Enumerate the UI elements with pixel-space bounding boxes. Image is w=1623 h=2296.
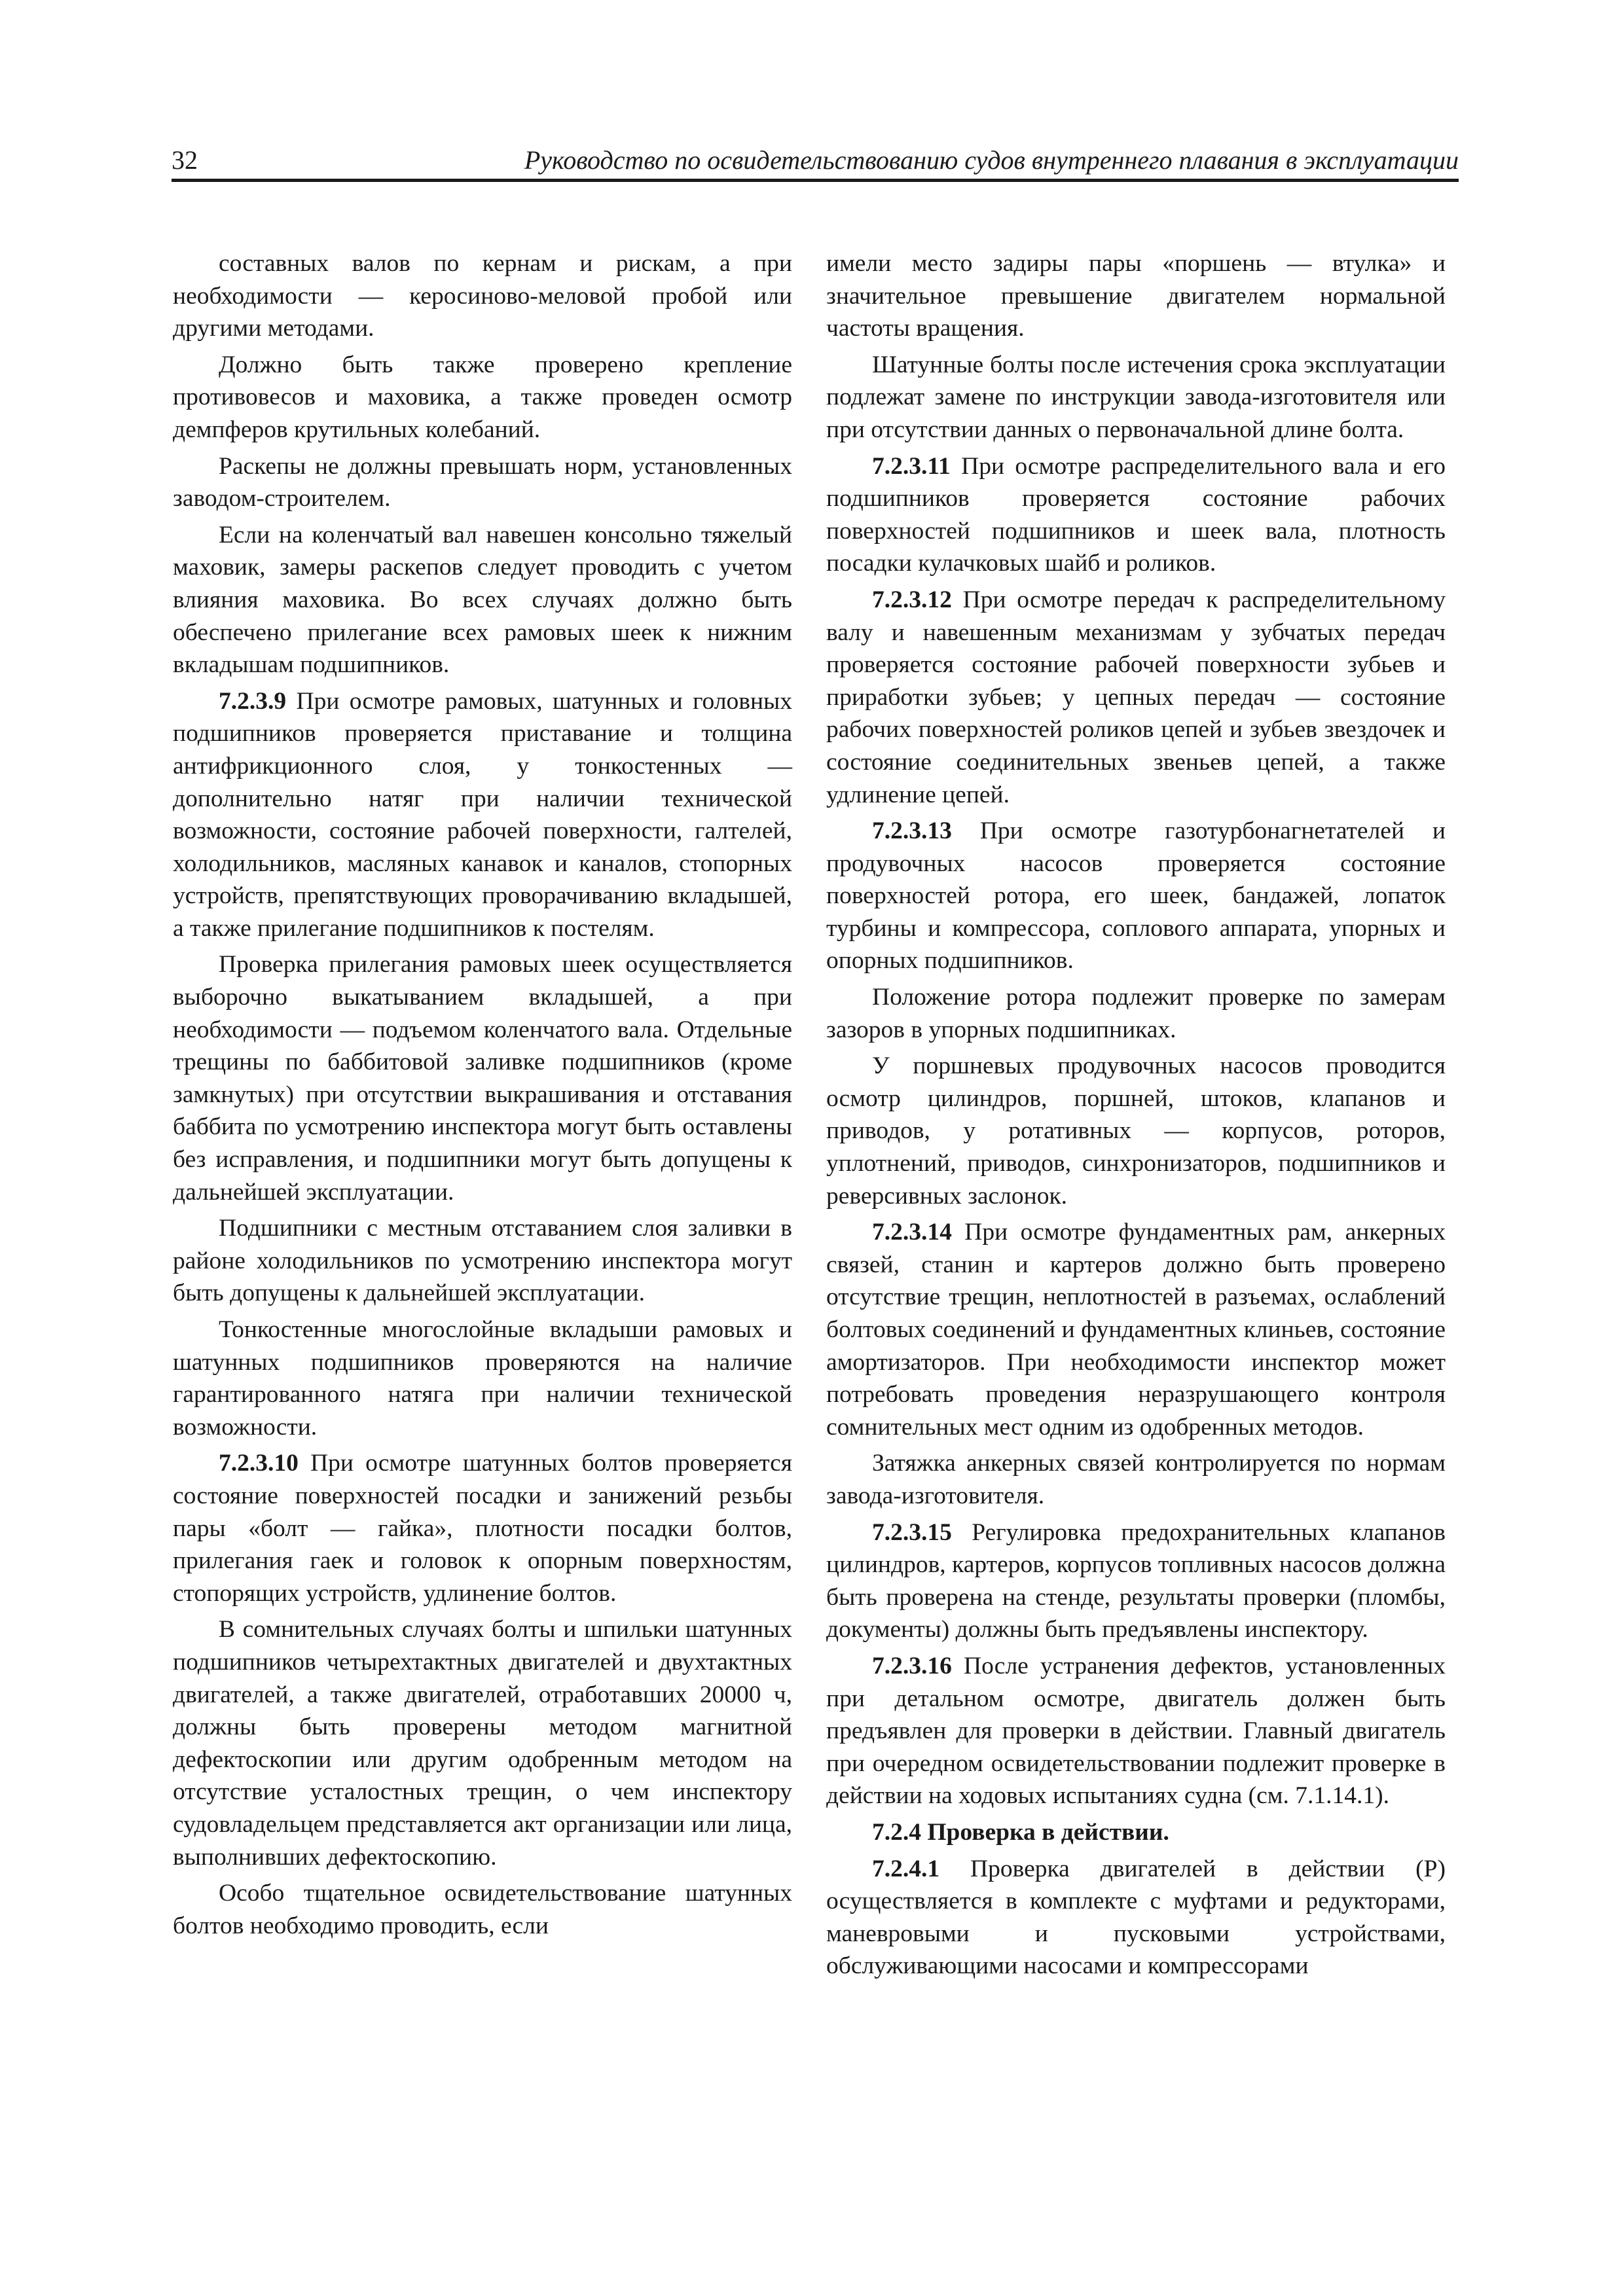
paragraph-text: При осмотре распределительного вала и его подшипников проверяется состояние рабочих поверхностей подшипников и шеек вала, плотность посадки кулачковых шайб и роликов. <box>826 452 1446 577</box>
paragraph-text: Должно быть также проверено крепление противовесов и маховика, а также проведен осмотр демпферов крутильных колебаний. <box>173 351 792 443</box>
clause-number: 7.2.3.12 <box>872 586 952 613</box>
paragraph-text: При осмотре фундаментных рам, анкерных связей, станин и картеров должно быть проверено отсутствие трещин, неплотностей в разъемах, ослаблений болтовых соединений и фундаментных клиньев, состояние амортизаторов. При необходимости инспектор может потребовать проведения неразрушающего контроля сомнительных мест одним из одобренных методов. <box>826 1219 1446 1441</box>
paragraph <box>826 1216 1446 1443</box>
paragraph <box>173 685 792 945</box>
paragraph-text: У поршневых продувочных насосов проводится осмотр цилиндров, поршней, штоков, клапанов и приводов, у ротативных — корпусов, роторов, уплотнений, приводов, синхронизаторов, подшипников и реверсивных заслонок. <box>826 1052 1446 1210</box>
paragraph-text: Положение ротора подлежит проверке по замерам зазоров в упорных подшипниках. <box>826 984 1446 1043</box>
paragraph-text: Если на коленчатый вал навешен консольно тяжелый маховик, замеры раскепов следует проводить с учетом влияния маховика. Во всех случаях должно быть обеспечено прилегание всех рамовых шеек к нижним вкладышам подшипников. <box>173 521 792 679</box>
paragraph <box>173 1212 792 1310</box>
right-column <box>826 247 1446 1982</box>
paragraph <box>173 450 792 515</box>
clause-number: 7.2.3.9 <box>219 687 287 715</box>
section-heading: 7.2.4 Проверка в действии. <box>872 1818 1169 1846</box>
paragraph-text: После устранения дефектов, установленных при детальном осмотре, двигатель должен быть предъявлен для проверки в действии. Главный двигатель при очередном освидетельствовании подлежит проверке в действии на ходовых испытаниях судна (см. 7.1.14.1). <box>826 1652 1446 1810</box>
paragraph-text: Регулировка предохранительных клапанов цилиндров, картеров, корпусов топливных насосов должна быть проверена на стенде, результаты проверки (пломбы, документы) должны быть предъявлены инспектору. <box>826 1518 1446 1643</box>
paragraph <box>826 815 1446 977</box>
clause-number: 7.2.3.11 <box>872 452 951 480</box>
paragraph-text: Раскепы не должны превышать норм, установленных заводом-строителем. <box>173 452 792 512</box>
paragraph <box>173 1447 792 1609</box>
paragraph-text: При осмотре шатунных болтов проверяется состояние поверхностей посадки и занижений резьбы пары «болт — гайка», плотности посадки болтов, прилегания гаек и головок к опорным поверхностям, стопорящих устройств, удлинение болтов. <box>173 1450 792 1607</box>
paragraph <box>826 981 1446 1046</box>
paragraph <box>826 1516 1446 1646</box>
paragraph <box>173 1877 792 1942</box>
clause-number: 7.2.3.15 <box>872 1518 952 1546</box>
left-column <box>173 247 792 1942</box>
paragraph <box>173 948 792 1208</box>
page-number: 32 <box>172 145 198 175</box>
paragraph-text: Тонкостенные многослойные вкладыши рамовых и шатунных подшипников проверяются на наличие гарантированного натяга при наличии технической возможности. <box>173 1316 792 1441</box>
paragraph <box>826 349 1446 446</box>
paragraph <box>173 1314 792 1443</box>
paragraph <box>173 519 792 681</box>
paragraph-text: Проверка двигателей в действии (Р) осуществляется в комплекте с муфтами и редукторами, маневровыми и пусковыми устройствами, обслуживающими насосами и компрессорами <box>826 1855 1446 1980</box>
paragraph <box>826 584 1446 811</box>
paragraph <box>826 1650 1446 1812</box>
header-rule <box>172 179 1459 182</box>
paragraph-text: Шатунные болты после истечения срока эксплуатации подлежат замене по инструкции завода-изготовителя или при отсутствии данных о первоначальной длине болта. <box>826 351 1446 443</box>
clause-number: 7.2.3.14 <box>872 1219 952 1246</box>
clause-number: 7.2.3.10 <box>219 1450 299 1477</box>
paragraph-text: При осмотре рамовых, шатунных и головных подшипников проверяется приставание и толщина антифрикционного слоя, у тонкостенных — дополнительно натяг при наличии технической возможности, состояние рабочей поверхности, галтелей, холодильников, масляных канавок и каналов, стопорных устройств, препятствующих проворачиванию вкладышей, а также прилегание подшипников к постелям. <box>173 687 793 942</box>
clause-number: 7.2.3.13 <box>872 817 952 845</box>
paragraph <box>826 1050 1446 1212</box>
paragraph-text: При осмотре газотурбонагнетателей и продувочных насосов проверяется состояние поверхностей ротора, его шеек, бандажей, лопаток турбины и компрессора, соплового аппарата, упорных и опорных подшипников. <box>826 817 1446 975</box>
paragraph-text: составных валов по кернам и рискам, а при необходимости — керосиново-меловой пробой или другими методами. <box>173 250 792 342</box>
paragraph-text: Проверка прилегания рамовых шеек осуществляется выборочно выкатыванием вкладышей, а при необходимости — подъемом коленчатого вала. Отдельные трещины по баббитовой заливке подшипников (кроме замкнутых) при отсутствии выкрашивания и отставания баббита по усмотрению инспектора могут быть оставлены без исправления, и подшипники могут быть допущены к дальнейшей эксплуатации. <box>173 951 792 1206</box>
paragraph <box>826 1816 1446 1849</box>
paragraph-text: При осмотре передач к распределительному валу и навешенным механизмам у зубчатых передач проверяется состояние рабочей поверхности зубьев и приработки зубьев; у цепных передач — состояние рабочих поверхностей роликов цепей и зубьев звездочек и состояние соединительных звеньев цепей, а также удлинение цепей. <box>826 586 1446 808</box>
paragraph <box>826 247 1446 345</box>
paragraph-text: Подшипники с местным отставанием слоя заливки в районе холодильников по усмотрению инспектора могут быть допущены к дальнейшей эксплуатации. <box>173 1215 792 1307</box>
paragraph <box>826 1853 1446 1982</box>
paragraph-text: Особо тщательное освидетельствование шатунных болтов необходимо проводить, если <box>173 1880 792 1939</box>
paragraph-text: Затяжка анкерных связей контролируется по нормам завода-изготовителя. <box>826 1450 1446 1509</box>
running-header <box>172 143 1459 179</box>
paragraph <box>173 1613 792 1873</box>
paragraph-text: имели место задиры пары «поршень — втулка» и значительное превышение двигателем нормальной частоты вращения. <box>826 250 1446 342</box>
clause-number: 7.2.3.16 <box>872 1652 952 1679</box>
clause-number: 7.2.4.1 <box>872 1855 940 1882</box>
paragraph-text: В сомнительных случаях болты и шпильки шатунных подшипников четырехтактных двигателей и двухтактных двигателей, а также двигателей, отработавших 20000 ч, должны быть проверены методом магнитной дефектоскопии или другим одобренным методом на отсутствие усталостных трещин, о чем инспектору судовладельцем представляется акт организации или лица, выполнивших дефектоскопию. <box>173 1616 792 1871</box>
running-title: Руководство по освидетельствованию судов внутреннего плавания в эксплуатации <box>524 145 1459 175</box>
paragraph <box>173 349 792 446</box>
paragraph <box>173 247 792 345</box>
paragraph <box>826 1447 1446 1512</box>
paragraph <box>826 450 1446 580</box>
